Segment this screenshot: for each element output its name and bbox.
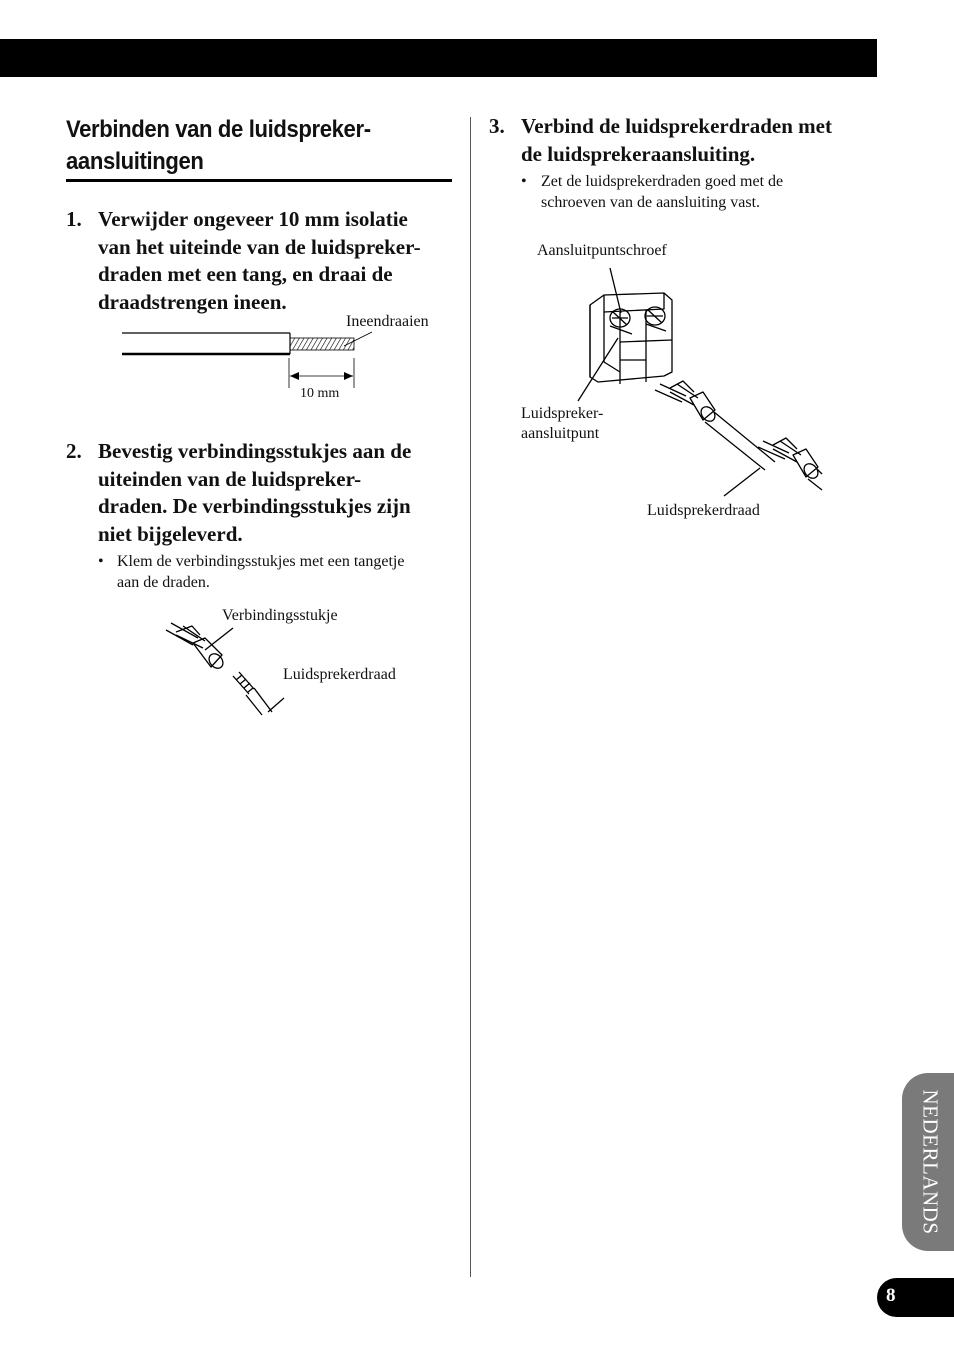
terminal-label-line-1: Luidspreker-	[521, 405, 604, 422]
section-title-line-1: Verbinden van de luidspreker-	[66, 116, 371, 143]
step-3-line-1: Verbind de luidsprekerdraden met	[521, 114, 832, 138]
column-divider	[470, 117, 471, 1277]
terminal-wire-label: Luidsprekerdraad	[647, 502, 760, 519]
step-1-line-1: Verwijder ongeveer 10 mm isolatie	[98, 207, 408, 231]
step-1-number: 1.	[66, 207, 82, 231]
bullet-dot: •	[98, 553, 104, 570]
bullet-dot-3: •	[521, 173, 527, 190]
step-2-bullet	[98, 552, 458, 593]
step-3-bullet	[521, 172, 881, 213]
step-3-bullet-line-1: Zet de luidsprekerdraden goed met de	[541, 173, 784, 190]
twist-label: Ineendraaien	[346, 313, 429, 330]
screw-label: Aansluitpuntschroef	[537, 242, 667, 259]
step-2-bullet-line-2: aan de draden.	[117, 573, 210, 591]
header-bar	[0, 39, 877, 77]
language-label: NEDERLANDS	[918, 1089, 943, 1235]
step-2-line-2: uiteinden van de luidspreker-	[98, 466, 362, 491]
step-3-line-2: de luidsprekeraansluiting.	[521, 141, 756, 166]
terminal-label-line-2: aansluitpunt	[521, 425, 600, 442]
step-3-bullet-line-2: schroeven van de aansluiting vast.	[541, 193, 761, 211]
step-2-bullet-line-1: Klem de verbindingsstukjes met een tangetje	[117, 553, 405, 570]
connector-label: Verbindingsstukje	[222, 607, 338, 624]
page-number: 8	[886, 1285, 896, 1306]
length-label: 10 mm	[300, 386, 340, 401]
step-3	[489, 113, 879, 168]
step-1-line-4: draadstrengen ineen.	[98, 289, 287, 314]
step-2-number: 2.	[66, 439, 82, 463]
step-1-line-2: van het uiteinde van de luidspreker-	[98, 234, 421, 259]
step-2-line-4: niet bijgeleverd.	[98, 521, 243, 546]
step-1	[66, 206, 456, 316]
section-title	[66, 114, 421, 178]
step-2	[66, 438, 456, 548]
step-2-line-3: draden. De verbindingsstukjes zijn	[98, 494, 411, 518]
connector-wire-label: Luidsprekerdraad	[283, 666, 396, 683]
step-1-line-3: draden met een tang, en draai de	[98, 262, 393, 286]
section-title-line-2: aansluitingen	[66, 148, 204, 175]
step-3-number: 3.	[489, 114, 505, 138]
title-rule	[66, 179, 452, 182]
step-2-line-1: Bevestig verbindingsstukjes aan de	[98, 439, 412, 463]
